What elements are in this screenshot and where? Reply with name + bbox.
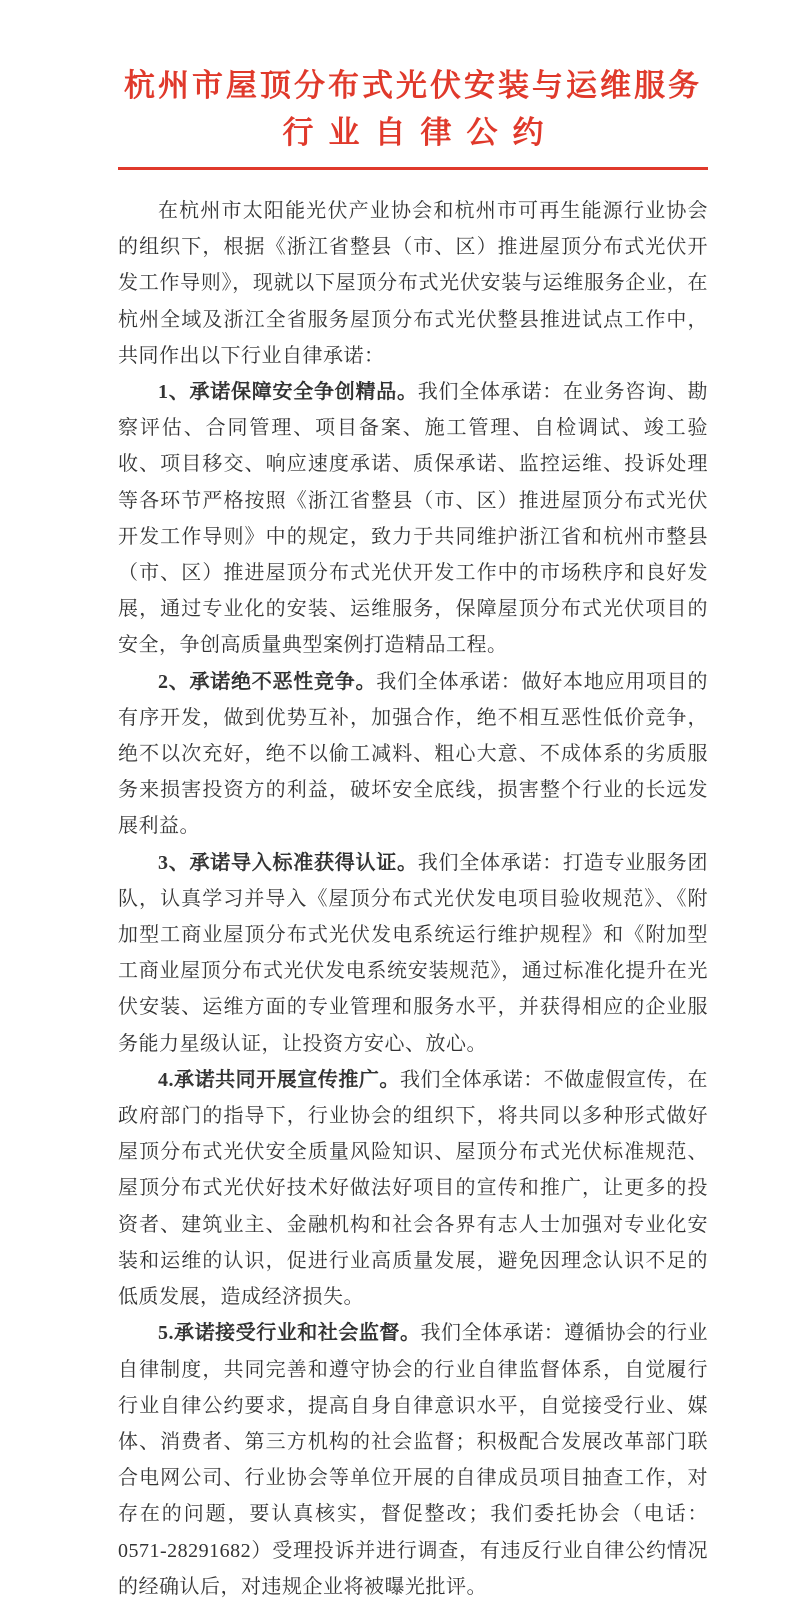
paragraph [118,1315,708,1605]
paragraph-text: 在杭州市太阳能光伏产业协会和杭州市可再生能源行业协会的组织下，根据《浙江省整县（市、区）推进屋顶分布式光伏开发工作导则》，现就以下屋顶分布式光伏安装与运维服务企业，在杭州全域及浙江全省服务屋顶分布式光伏整县推进试点工作中，共同作出以下行业自律承诺： [118,200,708,367]
paragraph-text: 我们全体承诺：遵循协会的行业自律制度，共同完善和遵守协会的行业自律监督体系，自觉履行行业自律公约要求，提高自身自律意识水平，自觉接受行业、媒体、消费者、第三方机构的社会监督；积极配合发展改革部门联合电网公司、行业协会等单位开展的自律成员项目抽查工作，对存在的问题，要认真核实，督促整改；我们委托协会（电话：0571-28291682）受理投诉并进行调查，有违反行业自律公约情况的经确认后，对违规企业将被曝光批评。 [118,1322,708,1598]
paragraph-text: 我们全体承诺：打造专业服务团队，认真学习并导入《屋顶分布式光伏发电项目验收规范》、《附加型工商业屋顶分布式光伏发电系统运行维护规程》和《附加型工商业屋顶分布式光伏发电系统安装规范》，通过标准化提升在光伏安装、运维方面的专业管理和服务水平，并获得相应的企业服务能力星级认证，让投资方安心、放心。 [118,851,708,1055]
page-title-line1: 杭州市屋顶分布式光伏安装与运维服务 [124,68,702,103]
paragraph-lead: 3、承诺导入标准获得认证。 [158,851,418,874]
paragraph [118,374,708,664]
document-body [118,193,708,1605]
paragraph-lead: 1、承诺保障安全争创精品。 [158,381,418,404]
page-title [118,62,708,156]
page-title-line2: 行业自律公约 [282,115,559,150]
paragraph-text: 我们全体承诺：做好本地应用项目的有序开发，做到优势互补，加强合作，绝不相互恶性低价竞争，绝不以次充好，绝不以偷工减料、粗心大意、不成体系的劣质服务来损害投资方的利益，破坏安全底线，损害整个行业的长远发展利益。 [118,670,708,838]
paragraph-text: 我们全体承诺：不做虚假宣传，在政府部门的指导下，行业协会的组织下，将共同以多种形式做好屋顶分布式光伏安全质量风险知识、屋顶分布式光伏标准规范、屋顶分布式光伏好技术好做法好项目的宣传和推广，让更多的投资者、建筑业主、金融机构和社会各界有志人士加强对专业化安装和运维的认识，促进行业高质量发展，避免因理念认识不足的低质发展，造成经济损失。 [118,1068,709,1309]
paragraph-lead: 4.承诺共同开展宣传推广。 [158,1068,400,1091]
paragraph [118,1062,708,1315]
paragraph [118,845,708,1062]
paragraph [118,664,708,845]
title-divider [118,167,708,170]
paragraph-lead: 2、承诺绝不恶性竞争。 [158,670,377,693]
paragraph-text: 我们全体承诺：在业务咨询、勘察评估、合同管理、项目备案、施工管理、自检调试、竣工验收、项目移交、响应速度承诺、质保承诺、监控运维、投诉处理等各环节严格按照《浙江省整县（市、区）推进屋顶分布式光伏开发工作导则》中的规定，致力于共同维护浙江省和杭州市整县（市、区）推进屋顶分布式光伏开发工作中的市场秩序和良好发展，通过专业化的安装、运维服务，保障屋顶分布式光伏项目的安全，争创高质量典型案例打造精品工程。 [118,381,708,657]
paragraph-lead: 5.承诺接受行业和社会监督。 [158,1322,421,1345]
paragraph [118,193,708,374]
